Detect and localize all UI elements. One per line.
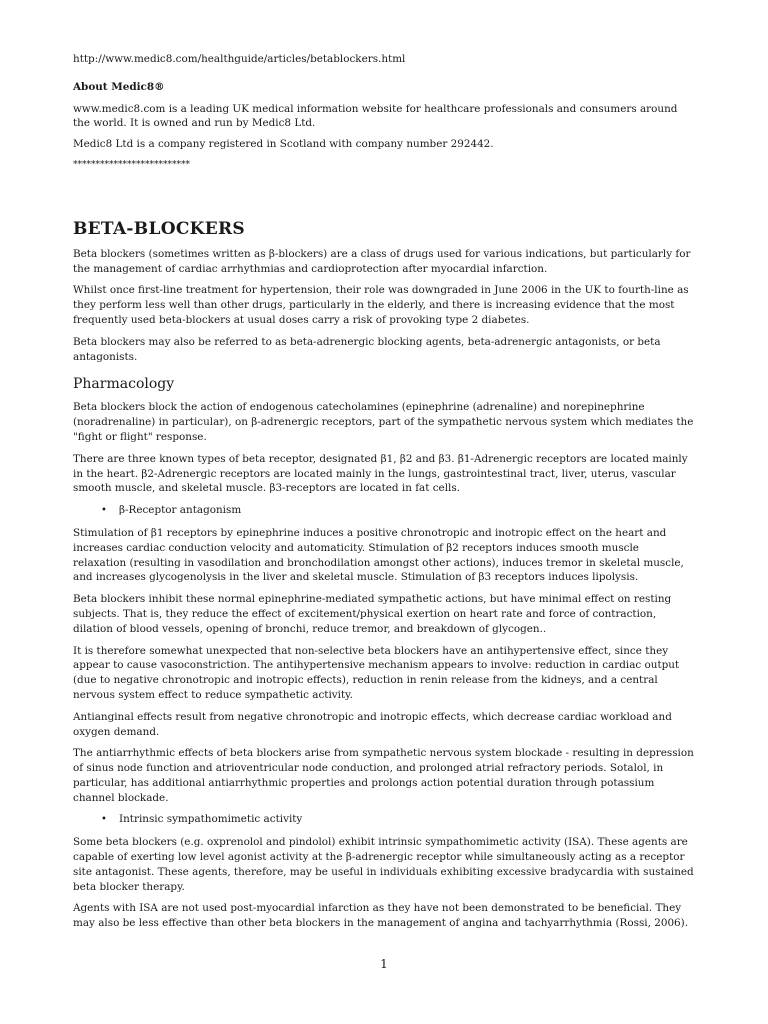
bullet-item (73, 503, 695, 518)
intro-paragraph: Beta blockers may also be referred to as beta-adrenergic blocking agents, beta-adrenergic antagonists, or beta antagonists. (73, 335, 661, 363)
source-url: http://www.medic8.com/healthguide/articles/betablockers.html (73, 53, 406, 65)
about-paragraph: www.medic8.com is a leading UK medical information website for healthcare professionals and consumers around the world. It is owned and run by Medic8 Ltd. (73, 102, 678, 130)
antagonism-paragraph: Antianginal effects result from negative chronotropic and inotropic effects, which decrease cardiac workload and oxygen demand. (73, 710, 672, 738)
bullet-label: β-Receptor antagonism (119, 504, 242, 517)
antagonism-paragraph: Stimulation of β1 receptors by epinephrine induces a positive chronotropic and inotropic effect on the heart and increases cardiac conduction velocity and automaticity. Stimulation of β2 receptors induces smooth muscle relaxation (resulting in vasodilation and bronchodilation amongst other actions), induces tremor in skeletal muscle, and increases glycogenolysis in the liver and skeletal muscle. Stimulation of β3 receptors induces lipolysis. (73, 526, 684, 584)
bullet-icon: • (101, 814, 107, 826)
bullet-item (73, 812, 695, 827)
pharmacology-paragraph: Beta blockers block the action of endogenous catecholamines (epinephrine (adrenaline) and norepinephrine (noradrenaline) in particular), on β-adrenergic receptors, part of the sympathetic nervous system which mediates the "fight or flight" response. (73, 401, 694, 443)
pharmacology-paragraph: There are three known types of beta receptor, designated β1, β2 and β3. β1-Adrenergic receptors are located mainly in the heart. β2-Adrenergic receptors are located mainly in the lungs, gastrointestinal tract, liver, uterus, vascular smooth muscle, and skeletal muscle. β3-receptors are located in fat cells. (73, 452, 688, 495)
about-heading: About Medic8® (73, 80, 165, 93)
bullet-icon: • (101, 505, 107, 517)
antagonism-paragraph: The antiarrhythmic effects of beta blockers arise from sympathetic nervous system blockade - resulting in depression of sinus node function and atrioventricular node conduction, and prolonged atrial refractory periods. Sotalol, in particular, has additional antiarrhythmic properties and prolongs action potential duration through potassium channel blockade. (73, 747, 694, 804)
page-number: 1 (380, 957, 388, 971)
intro-paragraph: Beta blockers (sometimes written as β-blockers) are a class of drugs used for various indications, but particularly for the management of cardiac arrhythmias and cardioprotection after myocardial infarction. (73, 247, 691, 275)
isa-paragraph: Agents with ISA are not used post-myocardial infarction as they have not been demonstrated to be beneficial. They may also be less effective than other beta blockers in the management of angina and tachyarrhythmia (Rossi, 2006). (73, 902, 689, 930)
antagonism-paragraph: It is therefore somewhat unexpected that non-selective beta blockers have an antihypertensive effect, since they appear to cause vasoconstriction. The antihypertensive mechanism appears to involve: reduction in cardiac output (due to negative chronotropic and inotropic effects), reduction in renin release from the kidneys, and a central nervous system effect to reduce sympathetic activity. (73, 644, 680, 701)
section-heading-pharmacology: Pharmacology (73, 376, 175, 393)
antagonism-paragraph: Beta blockers inhibit these normal epinephrine-mediated sympathetic actions, but have minimal effect on resting subjects. That is, they reduce the effect of excitement/physical exertion on heart rate and force of contraction, dilation of blood vessels, opening of bronchi, reduce tremor, and breakdown of glycogen.. (73, 593, 672, 635)
about-paragraph: Medic8 Ltd is a company registered in Scotland with company number 292442. (73, 138, 494, 151)
document-page (73, 52, 695, 938)
separator: ************************** (73, 159, 190, 170)
isa-paragraph: Some beta blockers (e.g. oxprenolol and pindolol) exhibit intrinsic sympathomimetic activity (ISA). These agents are capable of exerting low level agonist activity at the β-adrenergic receptor while simultaneously acting as a receptor site antagonist. These agents, therefore, may be useful in individuals exhibiting excessive bradycardia with sustained beta blocker therapy. (73, 836, 694, 893)
article-title: BETA-BLOCKERS (73, 218, 245, 239)
intro-paragraph: Whilst once first-line treatment for hypertension, their role was downgraded in June 2006 in the UK to fourth-line as they perform less well than other drugs, particularly in the elderly, and there is increasing evidence that the most frequently used beta-blockers at usual doses carry a risk of provoking type 2 diabetes. (73, 284, 689, 326)
bullet-label: Intrinsic sympathomimetic activity (119, 813, 303, 826)
